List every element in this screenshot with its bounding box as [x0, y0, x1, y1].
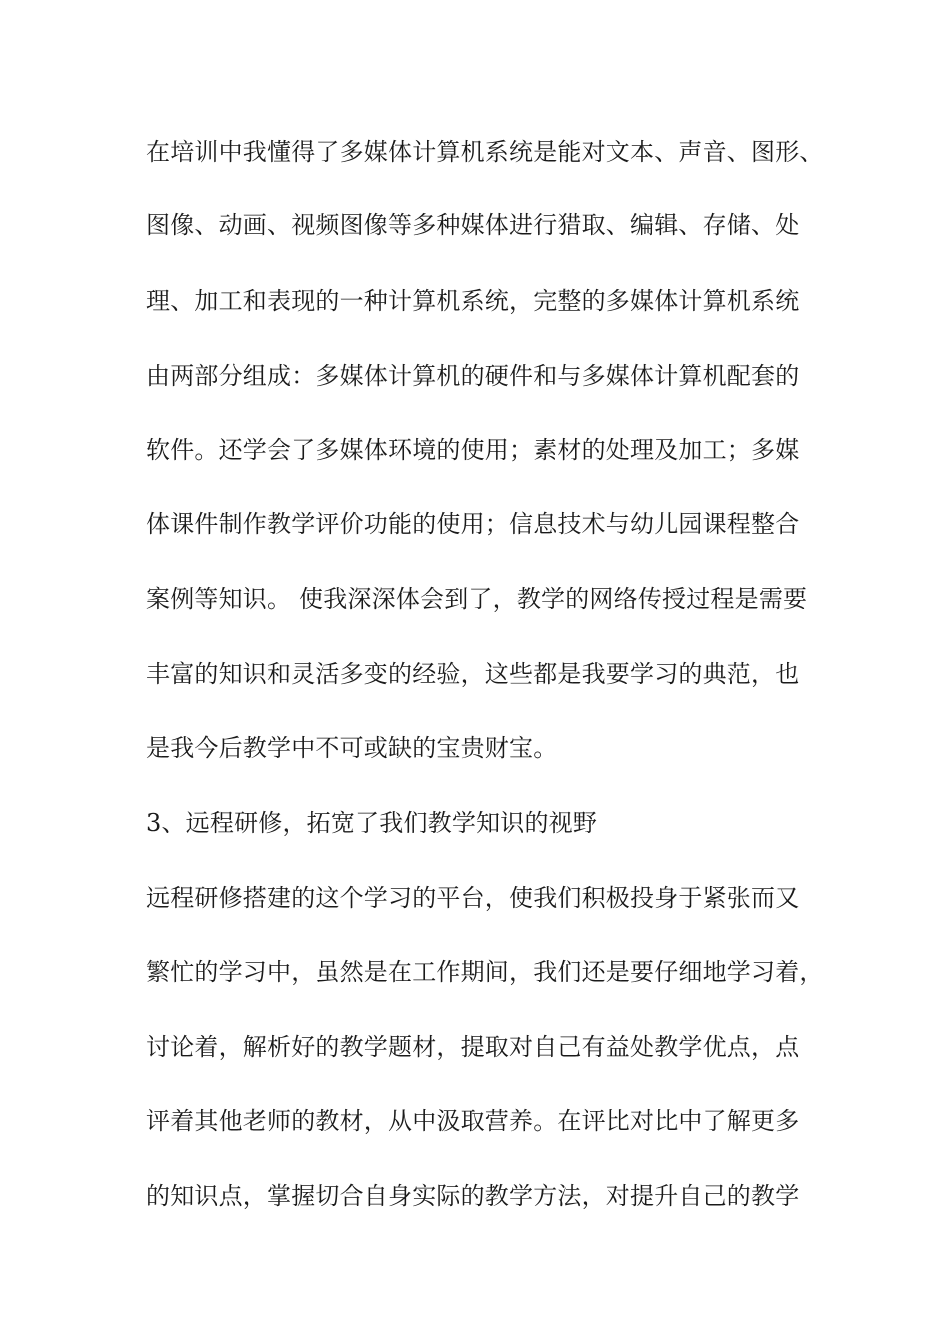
paragraph-line: 讨论着，解析好的教学题材，提取对自己有益处教学优点，点: [146, 1033, 800, 1061]
paragraph-line: 理、加工和表现的一种计算机系统，完整的多媒体计算机系统: [146, 287, 800, 315]
paragraph-line: 软件。还学会了多媒体环境的使用；素材的处理及加工；多媒: [146, 436, 800, 464]
section-heading: 3、远程研修，拓宽了我们教学知识的视野: [146, 809, 598, 837]
paragraph-line: 体课件制作教学评价功能的使用；信息技术与幼儿园课程整合: [146, 510, 800, 538]
paragraph-line: 在培训中我懂得了多媒体计算机系统是能对文本、声音、图形、: [146, 138, 824, 166]
paragraph-line: 繁忙的学习中，虽然是在工作期间，我们还是要仔细地学习着，: [146, 958, 824, 986]
paragraph-line: 是我今后教学中不可或缺的宝贵财宝。: [146, 734, 558, 762]
paragraph-line: 图像、动画、视频图像等多种媒体进行猎取、编辑、存储、处: [146, 211, 800, 239]
paragraph-line: 评着其他老师的教材，从中汲取营养。在评比对比中了解更多: [146, 1107, 800, 1135]
paragraph-line: 的知识点，掌握切合自身实际的教学方法，对提升自己的教学: [146, 1182, 800, 1210]
paragraph-line: 远程研修搭建的这个学习的平台，使我们积极投身于紧张而又: [146, 884, 800, 912]
paragraph-line: 丰富的知识和灵活多变的经验，这些都是我要学习的典范，也: [146, 660, 800, 688]
paragraph-line: 案例等知识。 使我深深体会到了，教学的网络传授过程是需要: [146, 585, 808, 613]
paragraph-line: 由两部分组成：多媒体计算机的硬件和与多媒体计算机配套的: [146, 362, 800, 390]
